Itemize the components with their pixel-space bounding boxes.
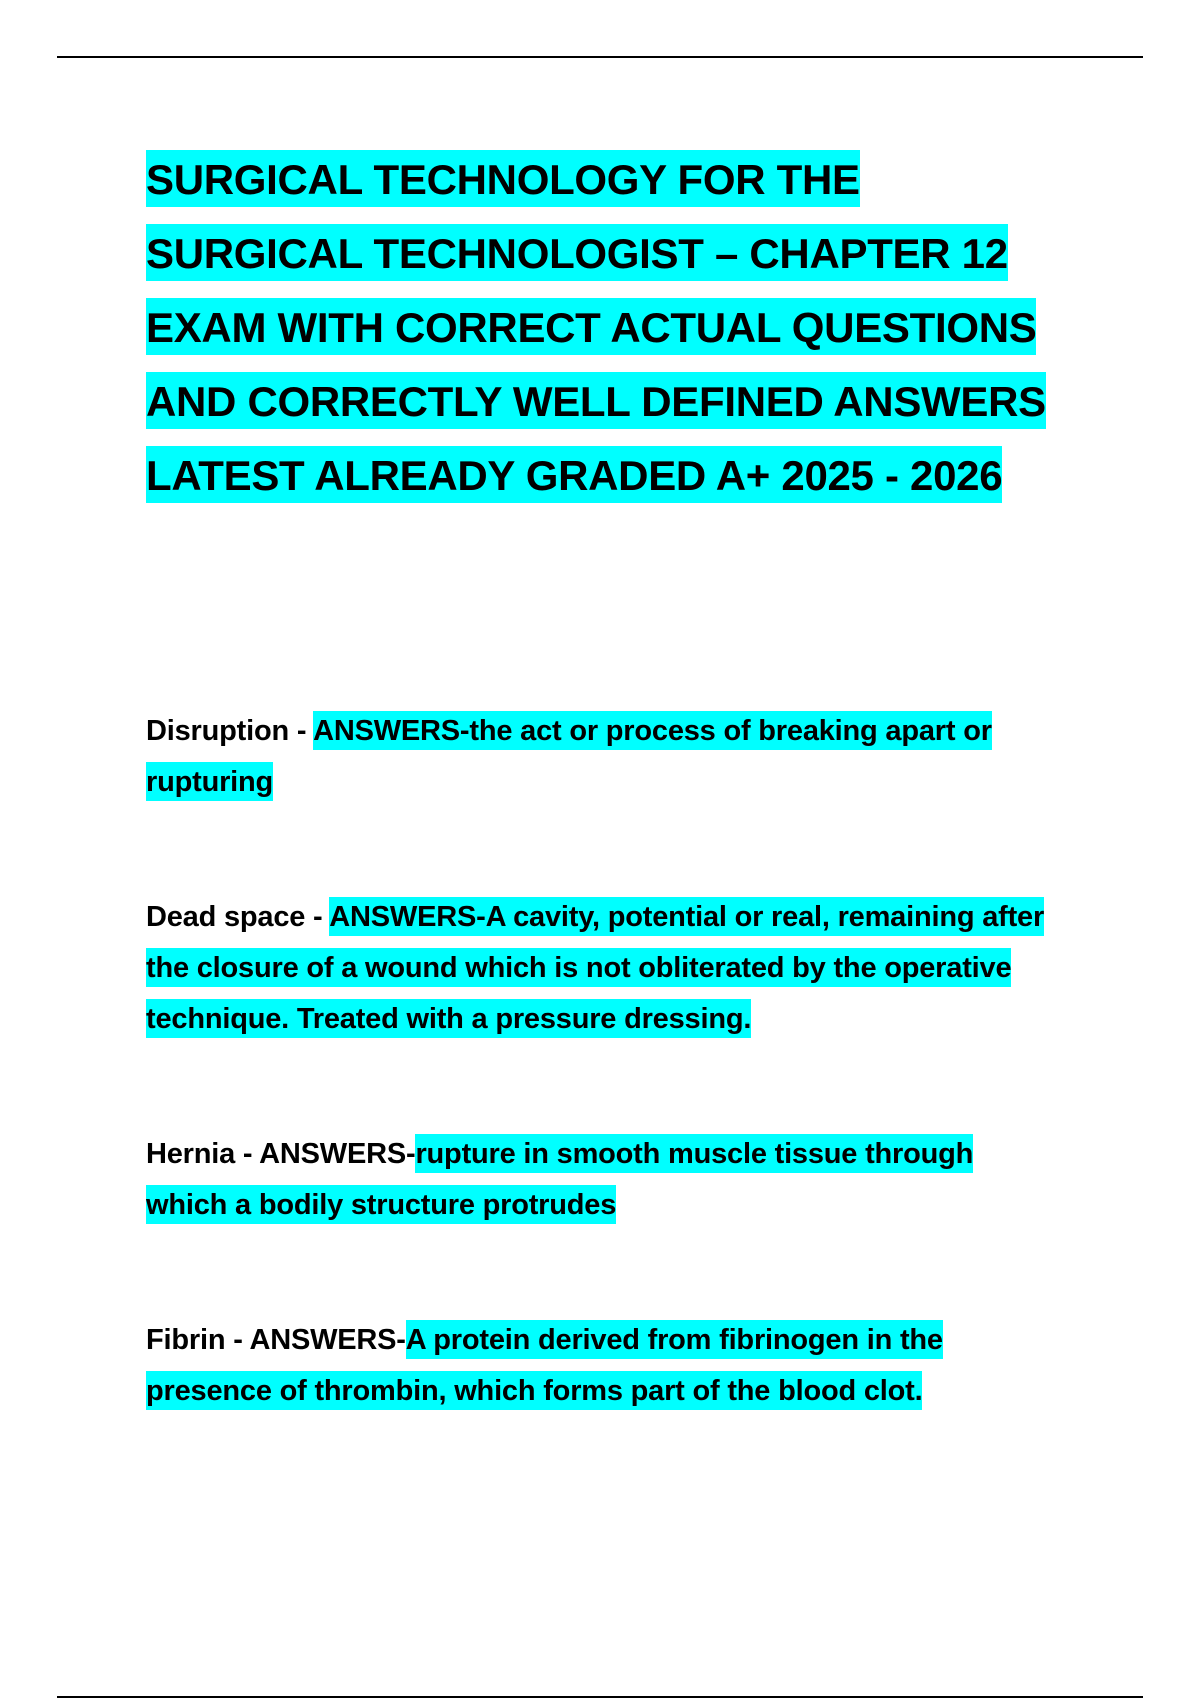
entry-term: Hernia -	[146, 1138, 260, 1170]
qa-entries	[146, 706, 1066, 1417]
entry-answer-label: ANSWERS-	[329, 901, 486, 933]
entry-term: Dead space -	[146, 901, 330, 933]
document-title	[146, 143, 1066, 513]
entry-definition: rupture in smooth muscle tissue through which a bodily structure protrudes	[146, 1134, 973, 1224]
qa-entry-fibrin	[146, 1315, 1051, 1417]
entry-term: Disruption -	[146, 715, 314, 747]
entry-definition: A protein derived from fibrinogen in the presence of thrombin, which forms part of the blood clot.	[146, 1320, 943, 1410]
entry-term: Fibrin -	[146, 1324, 250, 1356]
entry-answer-label: ANSWERS-	[259, 1138, 416, 1170]
bottom-rule	[57, 1696, 1143, 1698]
entry-definition: the act or process of breaking apart or rupturing	[146, 715, 992, 798]
document-title-text: SURGICAL TECHNOLOGY FOR THE SURGICAL TECHNOLOGIST – CHAPTER 12 EXAM WITH CORRECT ACTUAL QUESTIONS AND CORRECTLY WELL DEFINED ANSWERS LATEST ALREADY GRADED A+ 2025 - 2026	[146, 150, 1046, 503]
qa-entry-hernia	[146, 1129, 1051, 1231]
entry-definition: A cavity, potential or real, remaining after the closure of a wound which is not obliterated by the operative technique. Treated with a pressure dressing.	[146, 901, 1045, 1035]
qa-entry-disruption	[146, 706, 1051, 808]
entry-answer-label: ANSWERS-	[249, 1324, 406, 1356]
top-rule	[57, 56, 1143, 58]
qa-entry-dead-space	[146, 892, 1066, 1045]
entry-answer-label: ANSWERS-	[313, 715, 470, 747]
page-content	[146, 143, 1066, 1501]
